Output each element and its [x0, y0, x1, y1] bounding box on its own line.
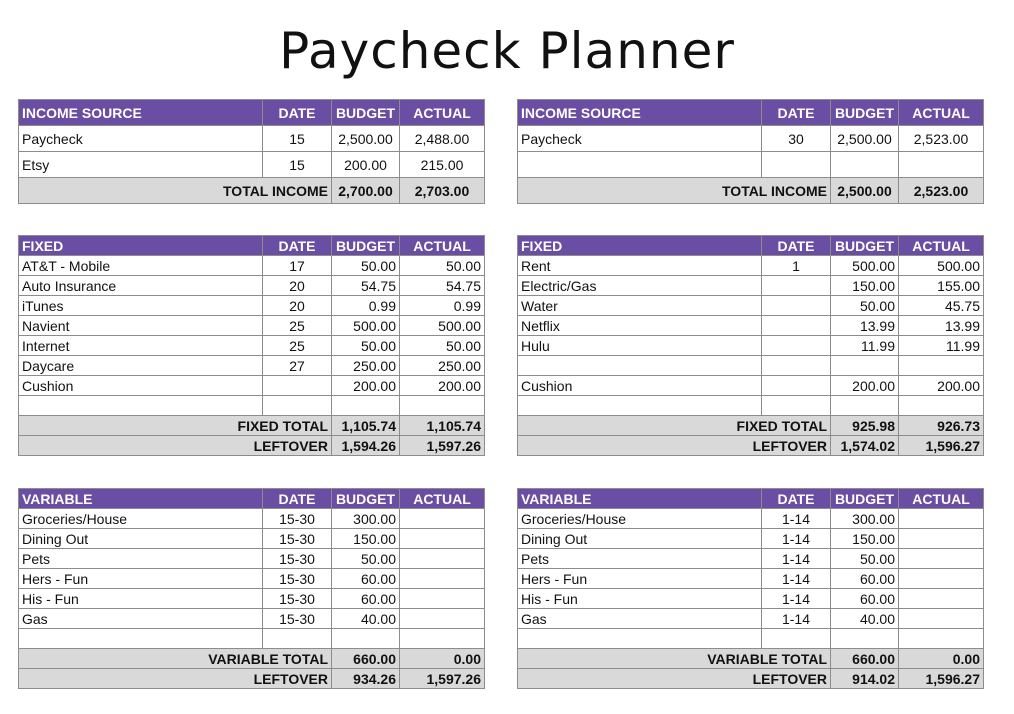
table-row	[19, 589, 485, 609]
table-row	[19, 376, 485, 396]
date-cell[interactable]: 30	[762, 126, 831, 152]
total-row	[518, 649, 984, 669]
date-cell[interactable]: 15-30	[263, 549, 332, 569]
item-name-cell[interactable]: His - Fun	[19, 589, 263, 609]
total-row	[518, 436, 984, 456]
budget-cell[interactable]: 150.00	[831, 276, 899, 296]
actual-cell[interactable]: 155.00	[899, 276, 984, 296]
actual-cell[interactable]: 50.00	[400, 336, 485, 356]
item-name-cell[interactable]: Cushion	[518, 376, 762, 396]
table-row	[518, 356, 984, 376]
right-fixed-table	[517, 235, 984, 456]
column-header-actual: ACTUAL	[899, 100, 984, 126]
date-cell[interactable]	[762, 296, 831, 316]
budget-cell[interactable]: 60.00	[332, 569, 400, 589]
actual-cell[interactable]: 500.00	[400, 316, 485, 336]
budget-cell[interactable]: 60.00	[831, 569, 899, 589]
item-name-cell[interactable]: Cushion	[19, 376, 263, 396]
header-row	[19, 489, 485, 509]
column-header-actual: ACTUAL	[899, 489, 984, 509]
total-budget: 925.98	[831, 416, 899, 436]
date-cell[interactable]: 1-14	[762, 589, 831, 609]
column-header-actual: ACTUAL	[899, 236, 984, 256]
item-name-cell[interactable]	[518, 629, 762, 649]
item-name-cell[interactable]: Navient	[19, 316, 263, 336]
table-row	[518, 609, 984, 629]
actual-cell[interactable]: 500.00	[899, 256, 984, 276]
actual-cell[interactable]: 200.00	[899, 376, 984, 396]
item-name-cell[interactable]: Hers - Fun	[518, 569, 762, 589]
actual-cell[interactable]	[400, 396, 485, 416]
budget-cell[interactable]: 300.00	[332, 509, 400, 529]
budget-cell[interactable]	[831, 629, 899, 649]
section-header: INCOME SOURCE	[518, 100, 762, 126]
budget-cell[interactable]: 60.00	[831, 589, 899, 609]
date-cell[interactable]: 15	[263, 126, 332, 152]
item-name-cell[interactable]: Daycare	[19, 356, 263, 376]
total-actual: 0.00	[400, 649, 485, 669]
total-budget: 660.00	[831, 649, 899, 669]
column-header-date: DATE	[263, 100, 332, 126]
date-cell[interactable]	[762, 316, 831, 336]
date-cell[interactable]	[762, 336, 831, 356]
budget-cell[interactable]: 200.00	[332, 152, 400, 178]
column-header-actual: ACTUAL	[400, 100, 485, 126]
budget-cell[interactable]: 54.75	[332, 276, 400, 296]
item-name-cell[interactable]: Paycheck	[19, 126, 263, 152]
header-row	[19, 100, 485, 126]
total-row	[518, 178, 984, 204]
table-row	[19, 549, 485, 569]
total-label: FIXED TOTAL	[19, 416, 332, 436]
table-row	[518, 152, 984, 178]
column-header-budget: BUDGET	[831, 236, 899, 256]
date-cell[interactable]: 20	[263, 276, 332, 296]
date-cell[interactable]: 20	[263, 296, 332, 316]
date-cell[interactable]: 15-30	[263, 509, 332, 529]
table-row	[518, 296, 984, 316]
actual-cell[interactable]	[899, 529, 984, 549]
total-row	[518, 416, 984, 436]
budget-cell[interactable]: 50.00	[332, 336, 400, 356]
total-budget: 1,594.26	[332, 436, 400, 456]
table-row	[518, 256, 984, 276]
total-row	[19, 436, 485, 456]
date-cell[interactable]: 27	[263, 356, 332, 376]
item-name-cell[interactable]: AT&T - Mobile	[19, 256, 263, 276]
actual-cell[interactable]: 13.99	[899, 316, 984, 336]
item-name-cell[interactable]: Electric/Gas	[518, 276, 762, 296]
date-cell[interactable]: 15-30	[263, 609, 332, 629]
item-name-cell[interactable]: Groceries/House	[19, 509, 263, 529]
column-header-date: DATE	[762, 236, 831, 256]
budget-cell[interactable]	[831, 356, 899, 376]
actual-cell[interactable]	[400, 549, 485, 569]
budget-cell[interactable]: 150.00	[332, 529, 400, 549]
total-actual: 2,523.00	[899, 178, 984, 204]
actual-cell[interactable]	[400, 509, 485, 529]
total-actual: 1,596.27	[899, 436, 984, 456]
total-actual: 1,597.26	[400, 669, 485, 689]
actual-cell[interactable]: 2,488.00	[400, 126, 485, 152]
column-header-budget: BUDGET	[332, 489, 400, 509]
item-name-cell[interactable]: His - Fun	[518, 589, 762, 609]
actual-cell[interactable]: 0.99	[400, 296, 485, 316]
total-label: LEFTOVER	[19, 669, 332, 689]
column-header-budget: BUDGET	[332, 236, 400, 256]
date-cell[interactable]	[762, 276, 831, 296]
table-row	[19, 569, 485, 589]
date-cell[interactable]: 25	[263, 316, 332, 336]
left-income-table	[18, 99, 485, 204]
budget-cell[interactable]: 500.00	[831, 256, 899, 276]
item-name-cell[interactable]	[518, 152, 762, 178]
total-budget: 914.02	[831, 669, 899, 689]
item-name-cell[interactable]: Gas	[19, 609, 263, 629]
right-variable-table	[517, 488, 984, 689]
date-cell[interactable]: 15	[263, 152, 332, 178]
item-name-cell[interactable]	[19, 396, 263, 416]
right-income-table	[517, 99, 984, 204]
table-row	[518, 629, 984, 649]
total-budget: 934.26	[332, 669, 400, 689]
item-name-cell[interactable]: Rent	[518, 256, 762, 276]
column-header-date: DATE	[263, 489, 332, 509]
date-cell[interactable]: 1-14	[762, 609, 831, 629]
header-row	[518, 100, 984, 126]
total-actual: 1,597.26	[400, 436, 485, 456]
actual-cell[interactable]	[400, 589, 485, 609]
budget-cell[interactable]: 200.00	[332, 376, 400, 396]
date-cell[interactable]: 15-30	[263, 569, 332, 589]
budget-cell[interactable]: 200.00	[831, 376, 899, 396]
budget-cell[interactable]	[332, 396, 400, 416]
actual-cell[interactable]	[899, 569, 984, 589]
total-label: TOTAL INCOME	[19, 178, 332, 204]
item-name-cell[interactable]	[518, 396, 762, 416]
total-row	[19, 649, 485, 669]
table-row	[518, 376, 984, 396]
budget-cell[interactable]: 40.00	[831, 609, 899, 629]
table-row	[518, 316, 984, 336]
table-row	[19, 396, 485, 416]
date-cell[interactable]	[762, 356, 831, 376]
item-name-cell[interactable]: Hulu	[518, 336, 762, 356]
column-header-budget: BUDGET	[332, 100, 400, 126]
date-cell[interactable]: 1-14	[762, 549, 831, 569]
date-cell[interactable]: 1	[762, 256, 831, 276]
section-header: VARIABLE	[19, 489, 263, 509]
table-row	[518, 276, 984, 296]
budget-cell[interactable]: 2,500.00	[831, 126, 899, 152]
date-cell[interactable]: 1-14	[762, 509, 831, 529]
date-cell[interactable]: 15-30	[263, 529, 332, 549]
date-cell[interactable]: 25	[263, 336, 332, 356]
total-actual: 926.73	[899, 416, 984, 436]
table-row	[19, 256, 485, 276]
date-cell[interactable]	[263, 376, 332, 396]
column-header-actual: ACTUAL	[400, 236, 485, 256]
budget-cell[interactable]: 300.00	[831, 509, 899, 529]
total-actual: 1,596.27	[899, 669, 984, 689]
item-name-cell[interactable]: Etsy	[19, 152, 263, 178]
item-name-cell[interactable]: Water	[518, 296, 762, 316]
actual-cell[interactable]	[899, 152, 984, 178]
date-cell[interactable]	[263, 629, 332, 649]
table-row	[19, 276, 485, 296]
total-label: VARIABLE TOTAL	[518, 649, 831, 669]
page-title: Paycheck Planner	[279, 22, 735, 80]
actual-cell[interactable]	[899, 509, 984, 529]
actual-cell[interactable]	[400, 529, 485, 549]
date-cell[interactable]: 15-30	[263, 589, 332, 609]
table-row	[518, 529, 984, 549]
actual-cell[interactable]: 45.75	[899, 296, 984, 316]
budget-cell[interactable]: 250.00	[332, 356, 400, 376]
section-header: FIXED	[518, 236, 762, 256]
date-cell[interactable]	[762, 152, 831, 178]
actual-cell[interactable]	[899, 396, 984, 416]
item-name-cell[interactable]: Hers - Fun	[19, 569, 263, 589]
item-name-cell[interactable]: iTunes	[19, 296, 263, 316]
total-budget: 1,105.74	[332, 416, 400, 436]
actual-cell[interactable]	[899, 356, 984, 376]
table-row	[19, 296, 485, 316]
section-header: VARIABLE	[518, 489, 762, 509]
total-actual: 1,105.74	[400, 416, 485, 436]
total-label: TOTAL INCOME	[518, 178, 831, 204]
budget-cell[interactable]: 60.00	[332, 589, 400, 609]
actual-cell[interactable]: 215.00	[400, 152, 485, 178]
date-cell[interactable]	[263, 396, 332, 416]
column-header-date: DATE	[263, 236, 332, 256]
table-row	[19, 152, 485, 178]
actual-cell[interactable]	[400, 629, 485, 649]
date-cell[interactable]	[762, 629, 831, 649]
item-name-cell[interactable]: Paycheck	[518, 126, 762, 152]
actual-cell[interactable]	[400, 609, 485, 629]
budget-cell[interactable]: 50.00	[332, 549, 400, 569]
budget-cell[interactable]: 0.99	[332, 296, 400, 316]
total-row	[19, 416, 485, 436]
table-row	[19, 126, 485, 152]
table-row	[518, 126, 984, 152]
table-row	[518, 396, 984, 416]
total-label: LEFTOVER	[518, 436, 831, 456]
actual-cell[interactable]	[899, 629, 984, 649]
date-cell[interactable]: 1-14	[762, 569, 831, 589]
budget-cell[interactable]: 500.00	[332, 316, 400, 336]
item-name-cell[interactable]: Pets	[19, 549, 263, 569]
budget-cell[interactable]: 40.00	[332, 609, 400, 629]
left-fixed-table	[18, 235, 485, 456]
header-row	[518, 236, 984, 256]
budget-cell[interactable]: 2,500.00	[332, 126, 400, 152]
actual-cell[interactable]: 11.99	[899, 336, 984, 356]
date-cell[interactable]: 17	[263, 256, 332, 276]
item-name-cell[interactable]: Pets	[518, 549, 762, 569]
column-header-date: DATE	[762, 100, 831, 126]
table-row	[19, 509, 485, 529]
total-budget: 2,500.00	[831, 178, 899, 204]
total-label: LEFTOVER	[19, 436, 332, 456]
section-header: INCOME SOURCE	[19, 100, 263, 126]
budget-cell[interactable]: 50.00	[831, 549, 899, 569]
total-label: VARIABLE TOTAL	[19, 649, 332, 669]
date-cell[interactable]: 1-14	[762, 529, 831, 549]
table-row	[19, 629, 485, 649]
table-row	[19, 609, 485, 629]
budget-cell[interactable]	[831, 152, 899, 178]
item-name-cell[interactable]: Dining Out	[518, 529, 762, 549]
total-label: FIXED TOTAL	[518, 416, 831, 436]
total-row	[19, 669, 485, 689]
actual-cell[interactable]	[899, 549, 984, 569]
actual-cell[interactable]	[899, 609, 984, 629]
item-name-cell[interactable]	[518, 356, 762, 376]
table-row	[19, 316, 485, 336]
header-row	[19, 236, 485, 256]
item-name-cell[interactable]: Internet	[19, 336, 263, 356]
section-header: FIXED	[19, 236, 263, 256]
table-row	[518, 509, 984, 529]
total-row	[19, 178, 485, 204]
column-header-date: DATE	[762, 489, 831, 509]
item-name-cell[interactable]	[19, 629, 263, 649]
table-row	[19, 529, 485, 549]
table-row	[518, 336, 984, 356]
actual-cell[interactable]: 54.75	[400, 276, 485, 296]
actual-cell[interactable]	[400, 569, 485, 589]
total-budget: 1,574.02	[831, 436, 899, 456]
total-row	[518, 669, 984, 689]
column-header-actual: ACTUAL	[400, 489, 485, 509]
total-budget: 660.00	[332, 649, 400, 669]
actual-cell[interactable]	[899, 589, 984, 609]
total-label: LEFTOVER	[518, 669, 831, 689]
actual-cell[interactable]: 200.00	[400, 376, 485, 396]
actual-cell[interactable]: 50.00	[400, 256, 485, 276]
column-header-budget: BUDGET	[831, 489, 899, 509]
budget-cell[interactable]: 50.00	[831, 296, 899, 316]
total-actual: 2,703.00	[400, 178, 485, 204]
header-row	[518, 489, 984, 509]
left-variable-table	[18, 488, 485, 689]
item-name-cell[interactable]: Gas	[518, 609, 762, 629]
date-cell[interactable]	[762, 396, 831, 416]
table-row	[19, 336, 485, 356]
budget-cell[interactable]: 11.99	[831, 336, 899, 356]
date-cell[interactable]	[762, 376, 831, 396]
total-actual: 0.00	[899, 649, 984, 669]
budget-cell[interactable]	[831, 396, 899, 416]
item-name-cell[interactable]: Netflix	[518, 316, 762, 336]
column-header-budget: BUDGET	[831, 100, 899, 126]
actual-cell[interactable]: 2,523.00	[899, 126, 984, 152]
budget-cell[interactable]: 50.00	[332, 256, 400, 276]
total-budget: 2,700.00	[332, 178, 400, 204]
item-name-cell[interactable]: Dining Out	[19, 529, 263, 549]
item-name-cell[interactable]: Groceries/House	[518, 509, 762, 529]
table-row	[518, 569, 984, 589]
item-name-cell[interactable]: Auto Insurance	[19, 276, 263, 296]
table-row	[518, 549, 984, 569]
budget-cell[interactable]: 13.99	[831, 316, 899, 336]
actual-cell[interactable]: 250.00	[400, 356, 485, 376]
table-row	[19, 356, 485, 376]
budget-cell[interactable]	[332, 629, 400, 649]
table-row	[518, 589, 984, 609]
budget-cell[interactable]: 150.00	[831, 529, 899, 549]
